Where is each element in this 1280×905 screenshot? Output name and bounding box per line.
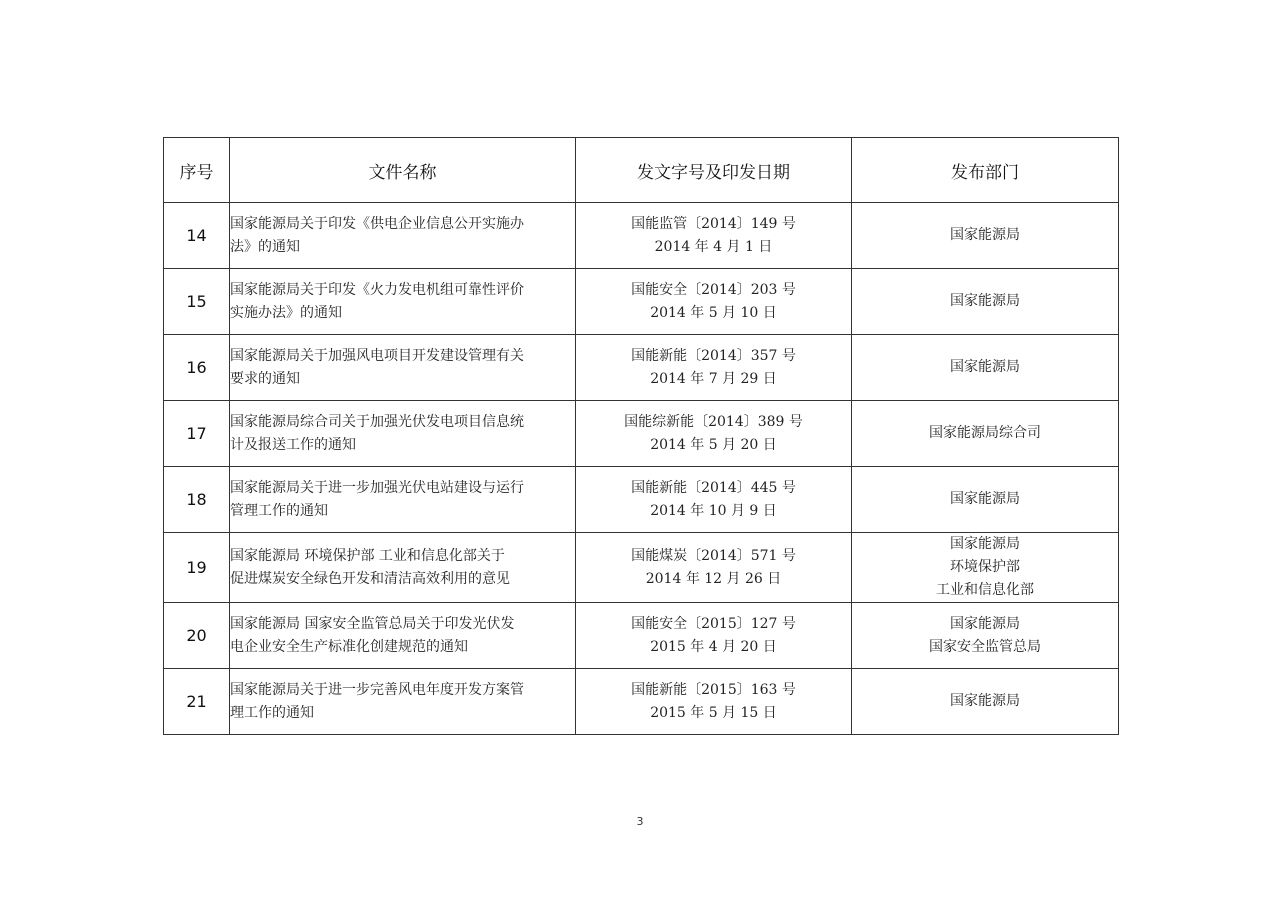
file-name-line: 国家能源局 国家安全监管总局关于印发光伏发 xyxy=(230,615,515,632)
department-name: 国家能源局 xyxy=(950,359,1020,375)
table-row xyxy=(164,335,1119,401)
department xyxy=(852,467,1119,533)
department-name: 国家能源局 xyxy=(950,693,1020,709)
file-name xyxy=(230,203,576,269)
department-name: 国家安全监管总局 xyxy=(929,638,1041,655)
department xyxy=(852,203,1119,269)
page-number: 3 xyxy=(636,815,644,828)
doc-number-date xyxy=(576,669,852,735)
header-department: 发布部门 xyxy=(852,138,1119,203)
row-index: 15 xyxy=(164,269,230,335)
department xyxy=(852,269,1119,335)
doc-number-date xyxy=(576,335,852,401)
department xyxy=(852,335,1119,401)
document-table xyxy=(163,137,1119,735)
header-doc-number-date: 发文字号及印发日期 xyxy=(576,138,852,203)
file-name-line: 国家能源局关于加强风电项目开发建设管理有关 xyxy=(230,347,524,364)
file-name-line: 计及报送工作的通知 xyxy=(230,436,356,453)
table-row xyxy=(164,467,1119,533)
doc-number-date xyxy=(576,603,852,669)
issue-date: 2014 年 10 月 9 日 xyxy=(650,502,777,519)
row-index: 14 xyxy=(164,203,230,269)
department-name: 环境保护部 xyxy=(950,559,1020,575)
file-name xyxy=(230,401,576,467)
header-index: 序号 xyxy=(164,138,230,203)
department-name: 工业和信息化部 xyxy=(936,582,1034,598)
file-name-line: 国家能源局关于印发《供电企业信息公开实施办 xyxy=(230,215,524,232)
department-name: 国家能源局 xyxy=(950,491,1020,507)
doc-number-date xyxy=(576,401,852,467)
file-name-line: 实施办法》的通知 xyxy=(230,304,342,321)
issue-date: 2014 年 5 月 20 日 xyxy=(650,436,777,453)
department-name: 国家能源局综合司 xyxy=(929,425,1041,441)
department-name: 国家能源局 xyxy=(950,293,1020,309)
issue-date: 2015 年 4 月 20 日 xyxy=(650,638,777,655)
doc-number-date xyxy=(576,533,852,603)
row-index: 21 xyxy=(164,669,230,735)
file-name xyxy=(230,533,576,603)
file-name-line: 理工作的通知 xyxy=(230,704,314,721)
doc-number-date xyxy=(576,467,852,533)
table-row xyxy=(164,603,1119,669)
row-index: 17 xyxy=(164,401,230,467)
department xyxy=(852,669,1119,735)
doc-number-date xyxy=(576,203,852,269)
issue-date: 2014 年 7 月 29 日 xyxy=(650,370,777,387)
file-name xyxy=(230,603,576,669)
row-index: 20 xyxy=(164,603,230,669)
department xyxy=(852,401,1119,467)
table-row xyxy=(164,269,1119,335)
department-name: 国家能源局 xyxy=(950,536,1020,552)
file-name xyxy=(230,269,576,335)
doc-number: 国能安全〔2014〕203 号 xyxy=(631,281,796,298)
header-file-name: 文件名称 xyxy=(230,138,576,203)
table-row xyxy=(164,203,1119,269)
doc-number: 国能新能〔2014〕445 号 xyxy=(631,479,796,496)
header-row xyxy=(164,138,1119,203)
row-index: 18 xyxy=(164,467,230,533)
department xyxy=(852,533,1119,603)
table-row xyxy=(164,401,1119,467)
file-name xyxy=(230,335,576,401)
row-index: 19 xyxy=(164,533,230,603)
file-name-line: 国家能源局关于进一步完善风电年度开发方案管 xyxy=(230,681,524,698)
file-name-line: 电企业安全生产标准化创建规范的通知 xyxy=(230,638,468,655)
file-name xyxy=(230,669,576,735)
doc-number: 国能监管〔2014〕149 号 xyxy=(631,215,796,232)
doc-number: 国能新能〔2014〕357 号 xyxy=(631,347,796,364)
file-name-line: 管理工作的通知 xyxy=(230,502,328,519)
file-name-line: 国家能源局关于印发《火力发电机组可靠性评价 xyxy=(230,281,524,298)
department-name: 国家能源局 xyxy=(950,227,1020,243)
issue-date: 2015 年 5 月 15 日 xyxy=(650,704,777,721)
file-name-line: 促进煤炭安全绿色开发和清洁高效利用的意见 xyxy=(230,570,510,587)
file-name-line: 国家能源局关于进一步加强光伏电站建设与运行 xyxy=(230,479,524,496)
issue-date: 2014 年 4 月 1 日 xyxy=(654,238,773,255)
file-name-line: 国家能源局 环境保护部 工业和信息化部关于 xyxy=(230,547,505,564)
issue-date: 2014 年 5 月 10 日 xyxy=(650,304,777,321)
file-name xyxy=(230,467,576,533)
doc-number-date xyxy=(576,269,852,335)
doc-number: 国能煤炭〔2014〕571 号 xyxy=(631,547,796,564)
department-name: 国家能源局 xyxy=(950,615,1020,632)
table-row xyxy=(164,669,1119,735)
row-index: 16 xyxy=(164,335,230,401)
doc-number: 国能安全〔2015〕127 号 xyxy=(631,615,796,632)
doc-number: 国能综新能〔2014〕389 号 xyxy=(624,413,803,430)
department xyxy=(852,603,1119,669)
file-name-line: 法》的通知 xyxy=(230,238,300,255)
file-name-line: 要求的通知 xyxy=(230,370,300,387)
issue-date: 2014 年 12 月 26 日 xyxy=(645,570,782,587)
file-name-line: 国家能源局综合司关于加强光伏发电项目信息统 xyxy=(230,413,524,430)
doc-number: 国能新能〔2015〕163 号 xyxy=(631,681,796,698)
table-row xyxy=(164,533,1119,603)
